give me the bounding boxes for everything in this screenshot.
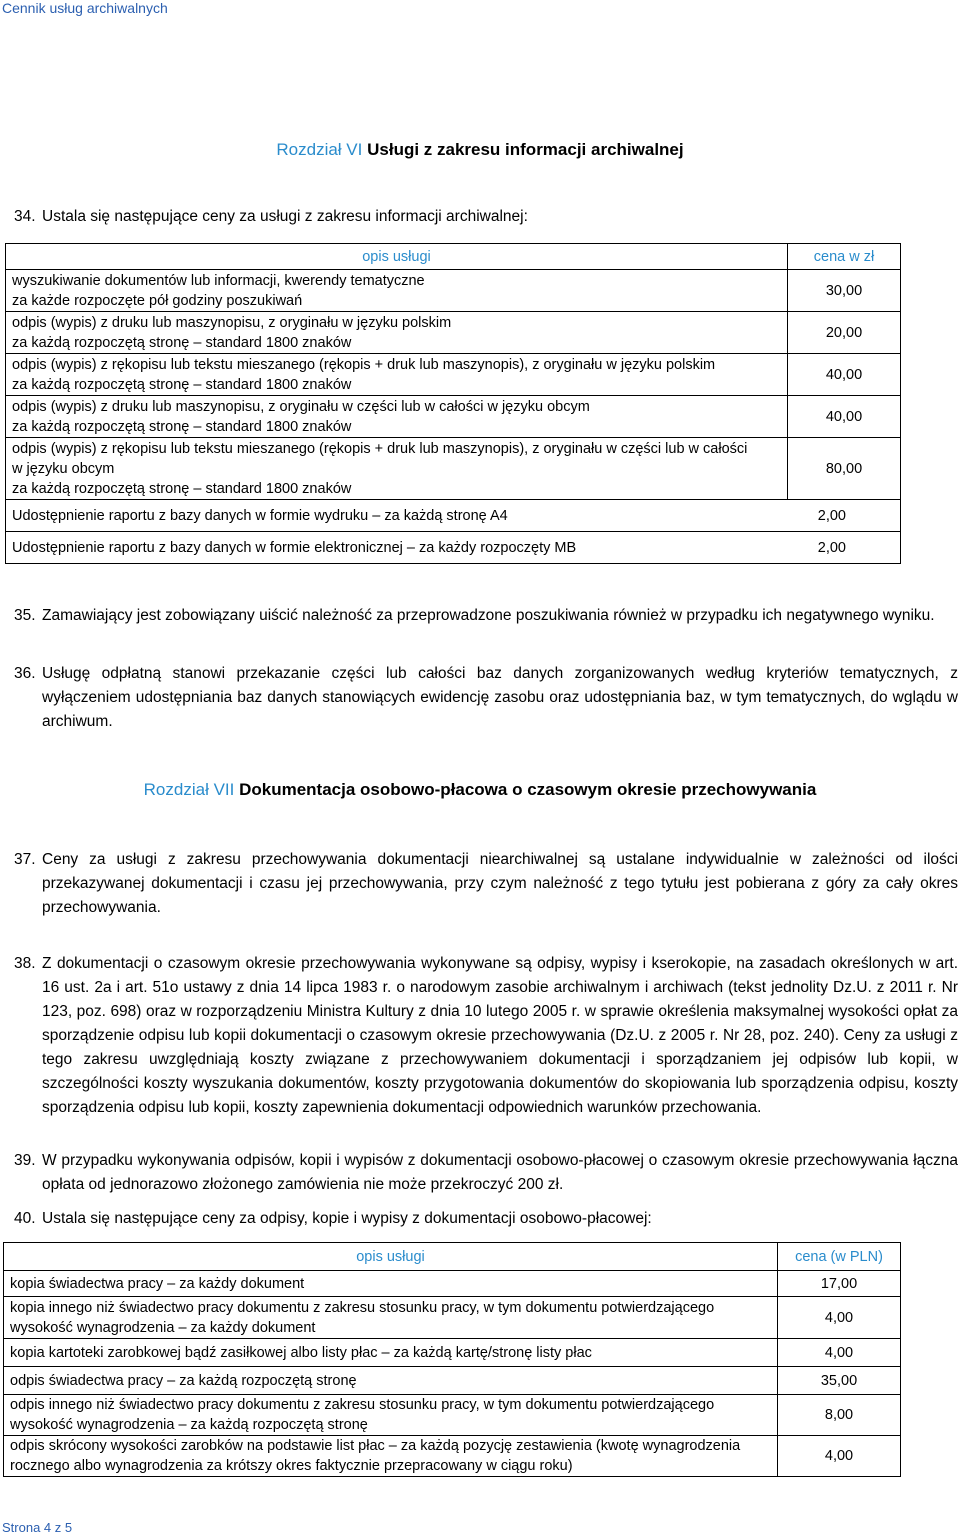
paragraph-number: 35. bbox=[14, 607, 36, 624]
service-line: za każdą rozpoczętą stronę – standard 1800 znaków bbox=[12, 334, 352, 351]
price-cell: 17,00 bbox=[778, 1271, 901, 1297]
chapter-6-heading bbox=[0, 140, 960, 160]
price-cell: 20,00 bbox=[788, 312, 901, 354]
service-line: kopia kartoteki zarobkowej bądź zasiłkowej albo listy płac – za każdą kartę/stronę listy płac bbox=[10, 1344, 592, 1361]
table-row bbox=[4, 1297, 901, 1339]
service-line: odpis skrócony wysokości zarobków na podstawie list płac – za każdą pozycję zestawienia (kwotę wynagrodzenia bbox=[10, 1438, 741, 1454]
paragraph-38 bbox=[14, 952, 958, 1120]
price-cell: 4,00 bbox=[778, 1297, 901, 1339]
price-cell: 4,00 bbox=[778, 1436, 901, 1477]
paragraph-number: 40. bbox=[14, 1210, 36, 1227]
chapter-title: Dokumentacja osobowo-płacowa o czasowym okresie przechowywania bbox=[239, 780, 817, 799]
span-cell bbox=[6, 500, 901, 532]
service-line: odpis (wypis) z rękopisu lub tekstu mieszanego (rękopis + druk lub maszynopis), z oryginału w części lub w całości bbox=[12, 440, 748, 457]
price-cell: 8,00 bbox=[778, 1395, 901, 1436]
paragraph-number: 34. bbox=[14, 208, 36, 225]
service-line: kopia innego niż świadectwo pracy dokumentu z zakresu stosunku pracy, w tym dokumentu potwierdzającego bbox=[10, 1299, 715, 1316]
table-row bbox=[6, 532, 901, 564]
paragraph-text: Ceny za usługi z zakresu przechowywania dokumentacji niearchiwalnej są ustalane indywidualnie w zależności od ilości przekazywanej dokumentacji i czasu jej przechowywania, przy czym należność z tego tytułu jest pobierana z góry za cały okres przechowywania. bbox=[42, 851, 958, 916]
table-row bbox=[6, 438, 901, 500]
paragraph-number: 38. bbox=[14, 955, 36, 972]
service-line: odpis (wypis) z druku lub maszynopisu, z oryginału w języku polskim bbox=[12, 314, 452, 331]
paragraph-number: 39. bbox=[14, 1152, 36, 1169]
price-cell: 30,00 bbox=[788, 270, 901, 312]
service-line: w języku obcym bbox=[12, 460, 115, 477]
span-text: Udostępnienie raportu z bazy danych w formie wydruku – za każdą stronę A4 bbox=[12, 507, 508, 524]
paragraph-37 bbox=[14, 848, 958, 920]
paragraph-text: Zamawiający jest zobowiązany uiścić należność za przeprowadzone poszukiwania również w przypadku ich negatywnego wyniku. bbox=[42, 607, 935, 624]
paragraph-34 bbox=[14, 205, 958, 229]
service-cell bbox=[6, 354, 788, 396]
price-cell: 40,00 bbox=[788, 354, 901, 396]
header-price: cena w zł bbox=[788, 244, 901, 270]
span-price: 2,00 bbox=[817, 507, 846, 524]
service-cell bbox=[4, 1436, 778, 1477]
paragraph-text: Usługę odpłatną stanowi przekazanie części lub całości baz danych zorganizowanych według kryteriów tematycznych, z wyłączeniem udostępniania baz danych stanowiących ewidencję zasobu oraz udostępniania baz, w tym tematycznych, do wglądu w archiwum. bbox=[42, 665, 958, 730]
table-row bbox=[6, 312, 901, 354]
service-line: kopia świadectwa pracy – za każdy dokument bbox=[10, 1275, 305, 1292]
service-cell bbox=[6, 438, 788, 500]
span-text: Udostępnienie raportu z bazy danych w formie elektronicznej – za każdy rozpoczęty MB bbox=[12, 539, 577, 556]
table-row bbox=[6, 396, 901, 438]
service-cell bbox=[4, 1395, 778, 1436]
service-cell bbox=[4, 1297, 778, 1339]
span-price: 2,00 bbox=[817, 539, 846, 556]
paragraph-40 bbox=[14, 1207, 958, 1231]
span-cell bbox=[6, 532, 901, 564]
service-line: wysokość wynagrodzenia – za każdą rozpoczętą stronę bbox=[10, 1417, 368, 1433]
table-row bbox=[6, 354, 901, 396]
service-line: za każdą rozpoczętą stronę – standard 1800 znaków bbox=[12, 418, 352, 435]
table-row bbox=[4, 1339, 901, 1367]
service-line: wyszukiwanie dokumentów lub informacji, kwerendy tematyczne bbox=[12, 272, 425, 289]
service-cell bbox=[6, 396, 788, 438]
service-cell bbox=[6, 312, 788, 354]
service-line: za każde rozpoczęte pół godziny poszukiwań bbox=[12, 292, 303, 309]
service-line: rocznego albo wynagrodzenia za krótszy okres faktycznie przepracowany w ciągu roku) bbox=[10, 1458, 573, 1474]
paragraph-number: 37. bbox=[14, 851, 36, 868]
table-row bbox=[6, 500, 901, 532]
service-line: odpis świadectwa pracy – za każdą rozpoczętą stronę bbox=[10, 1372, 357, 1389]
page-number: Strona 4 z 5 bbox=[2, 1520, 73, 1535]
table-row bbox=[4, 1436, 901, 1477]
table-row bbox=[4, 1395, 901, 1436]
table-row bbox=[4, 1367, 901, 1395]
paragraph-39 bbox=[14, 1149, 958, 1197]
service-line: za każdą rozpoczętą stronę – standard 1800 znaków bbox=[12, 480, 352, 497]
chapter-number: Rozdział VI bbox=[276, 140, 363, 159]
price-cell: 40,00 bbox=[788, 396, 901, 438]
service-cell bbox=[4, 1271, 778, 1297]
service-line: za każdą rozpoczętą stronę – standard 1800 znaków bbox=[12, 376, 352, 393]
price-cell: 35,00 bbox=[778, 1367, 901, 1395]
service-line: odpis (wypis) z rękopisu lub tekstu mieszanego (rękopis + druk lub maszynopis), z oryginału w języku polskim bbox=[12, 356, 716, 373]
service-cell bbox=[4, 1367, 778, 1395]
service-cell bbox=[6, 270, 788, 312]
header-link[interactable]: Cennik usług archiwalnych bbox=[2, 0, 168, 16]
table-row bbox=[4, 1271, 901, 1297]
header-service: opis usługi bbox=[6, 244, 788, 270]
paragraph-text: W przypadku wykonywania odpisów, kopii i wypisów z dokumentacji osobowo-płacowej o czasowym okresie przechowywania łączna opłata od jednorazowo złożonego zamówienia nie może przekroczyć 200 zł. bbox=[42, 1152, 958, 1193]
price-cell: 80,00 bbox=[788, 438, 901, 500]
header-price: cena (w PLN) bbox=[778, 1243, 901, 1271]
paragraph-35 bbox=[14, 604, 958, 628]
paragraph-number: 36. bbox=[14, 665, 36, 682]
service-cell bbox=[4, 1339, 778, 1367]
service-line: odpis innego niż świadectwo pracy dokumentu z zakresu stosunku pracy, w tym dokumentu potwierdzającego bbox=[10, 1397, 715, 1413]
paragraph-text: Ustala się następujące ceny za usługi z zakresu informacji archiwalnej: bbox=[42, 208, 528, 225]
chapter-7-heading bbox=[0, 780, 960, 800]
paragraph-36 bbox=[14, 662, 958, 734]
service-line: odpis (wypis) z druku lub maszynopisu, z oryginału w części lub w całości w języku obcym bbox=[12, 398, 590, 415]
paragraph-text: Z dokumentacji o czasowym okresie przechowywania wykonywane są odpisy, wypisy i kserokopie, na zasadach określonych w art. 16 ust. 2a i art. 51o ustawy z dnia 14 lipca 1983 r. o narodowym zasobie archiwalnym i archiwach (tekst jednolity Dz.U. z 2011 r. Nr 123, poz. 698) oraz w rozporządzeniu Ministra Kultury z dnia 10 lutego 2005 r. w sprawie określenia maksymalnej wysokości opłat za sporządzenie odpisu lub kopii dokumentacji o czasowym okresie przechowywania (Dz.U. z 2005 r. Nr 28, poz. 240). Ceny za usługi z tego zakresu uwzględniają koszty związane z przechowywaniem dokumentacji i sporządzaniem jej odpisów lub kopii, w szczególności koszty wyszukania dokumentów, koszty przygotowania dokumentów do skopiowania lub sporządzenia odpisu, koszty sporządzenia odpisu lub kopii, koszty zapewnienia dokumentacji odpowiednich warunków przechowania. bbox=[42, 955, 958, 1116]
service-line: wysokość wynagrodzenia – za każdy dokument bbox=[10, 1319, 316, 1336]
table-row bbox=[6, 270, 901, 312]
chapter-title: Usługi z zakresu informacji archiwalnej bbox=[367, 140, 684, 159]
price-table-personnel bbox=[3, 1242, 901, 1477]
price-cell: 4,00 bbox=[778, 1339, 901, 1367]
header-service: opis usługi bbox=[4, 1243, 778, 1271]
paragraph-text: Ustala się następujące ceny za odpisy, kopie i wypisy z dokumentacji osobowo-płacowej: bbox=[42, 1210, 652, 1227]
chapter-number: Rozdział VII bbox=[143, 780, 235, 799]
price-table-archival bbox=[5, 243, 901, 564]
